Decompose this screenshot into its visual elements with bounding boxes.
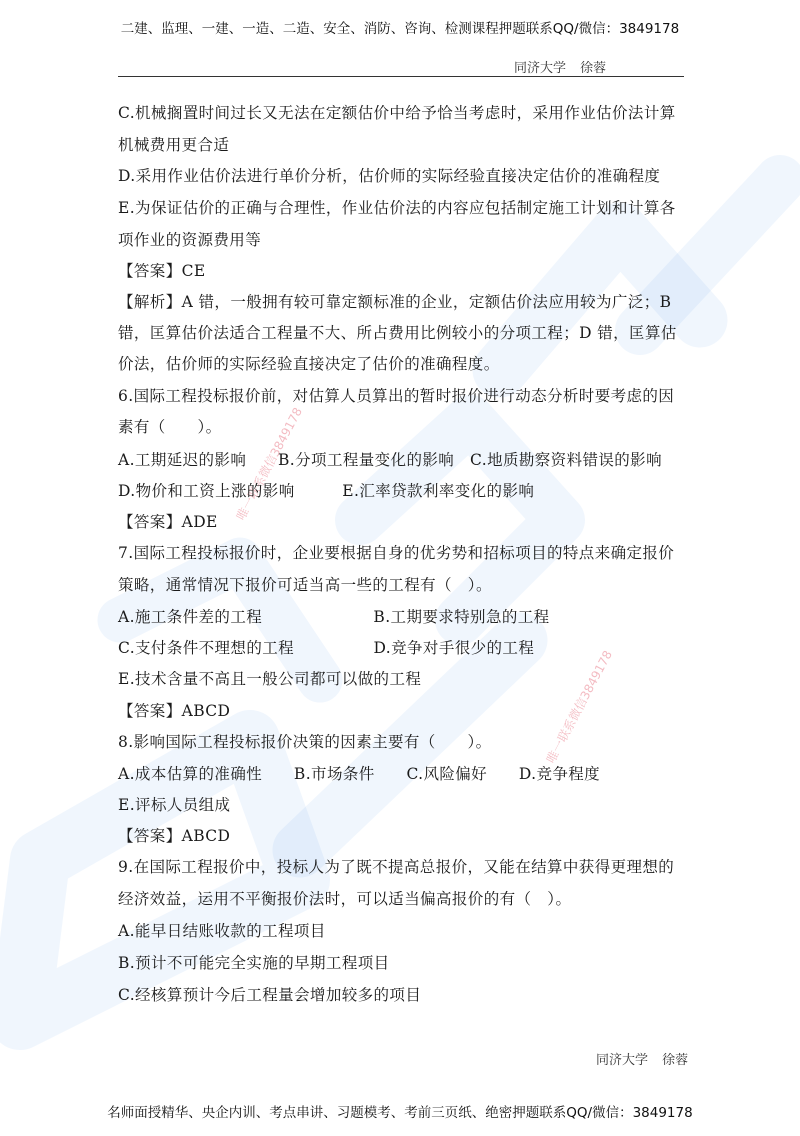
option-line: C.支付条件不理想的工程 D.竞争对手很少的工程: [118, 639, 535, 657]
option-line: E.技术含量不高且一般公司都可以做的工程: [118, 670, 422, 688]
body-line: D.采用作业估价法进行单价分析，估价师的实际经验直接决定估价的准确程度: [118, 167, 661, 185]
header-author: 同济大学 徐蓉: [514, 61, 607, 76]
question-line: 策略，通常情况下报价可适当高一些的工程有（ ）。: [118, 576, 492, 594]
answer-label: 【答案】CE: [118, 262, 206, 280]
question-line: 经济效益，运用不平衡报价法时，可以适当偏高报价的有（ ）。: [118, 890, 572, 908]
question-line: 素有（ ）。: [118, 418, 222, 436]
body-line: 项作业的资源费用等: [118, 231, 262, 249]
option-line: A.成本估算的准确性 B.市场条件 C.风险偏好 D.竞争程度: [118, 765, 601, 783]
option-line: B.预计不可能完全实施的早期工程项目: [118, 954, 390, 972]
analysis-line: 价法，估价师的实际经验直接决定了估价的准确程度。: [118, 355, 500, 373]
footer-banner: 名师面授精华、央企内训、考点串讲、习题模考、考前三页纸、绝密押题联系QQ/微信：3849178: [107, 1105, 693, 1121]
option-line: C.经核算预计今后工程量会增加较多的项目: [118, 986, 422, 1004]
question-line: 7.国际工程投标报价时，企业要根据自身的优劣势和招标项目的特点来确定报价: [118, 544, 675, 562]
question-line: 9.在国际工程报价中，投标人为了既不提高总报价，又能在结算中获得更理想的: [118, 858, 675, 876]
watermark-text-1: 唯一联系微信3849178: [233, 405, 306, 523]
option-line: A.能早日结账收款的工程项目: [118, 922, 326, 940]
question-line: 8.影响国际工程投标报价决策的因素主要有（ ）。: [118, 733, 492, 751]
answer-label: 【答案】ABCD: [118, 827, 231, 845]
option-line: E.评标人员组成: [118, 796, 231, 814]
footer-author: 同济大学 徐蓉: [596, 1053, 689, 1068]
body-line: 机械费用更合适: [118, 136, 230, 154]
watermark-text-2: 唯一联系微信3849178: [543, 648, 616, 766]
analysis-line: 错，匡算估价法适合工程量不大、所占费用比例较小的分项工程；D 错，匡算估: [118, 324, 677, 342]
option-line: A.施工条件差的工程 B.工期要求特别急的工程: [118, 608, 550, 626]
body-line: C.机械搁置时间过长又无法在定额估价中给予恰当考虑时，采用作业估价法计算: [118, 104, 676, 122]
analysis-line: 【解析】A 错，一般拥有较可靠定额标准的企业，定额估价法应用较为广泛；B: [118, 293, 672, 311]
question-line: 6.国际工程投标报价前，对估算人员算出的暂时报价进行动态分析时要考虑的因: [118, 387, 675, 405]
option-line: A.工期延迟的影响 B.分项工程量变化的影响 C.地质勘察资料错误的影响: [118, 451, 662, 469]
answer-label: 【答案】ABCD: [118, 702, 231, 720]
body-line: E.为保证估价的正确与合理性，作业估价法的内容应包括制定施工计划和计算各: [118, 199, 676, 217]
option-line: D.物价和工资上涨的影响 E.汇率贷款利率变化的影响: [118, 482, 535, 500]
header-banner: 二建、监理、一建、一造、二造、安全、消防、咨询、检测课程押题联系QQ/微信：3849178: [120, 21, 680, 37]
header-rule: [118, 76, 684, 77]
answer-label: 【答案】ADE: [118, 513, 218, 531]
